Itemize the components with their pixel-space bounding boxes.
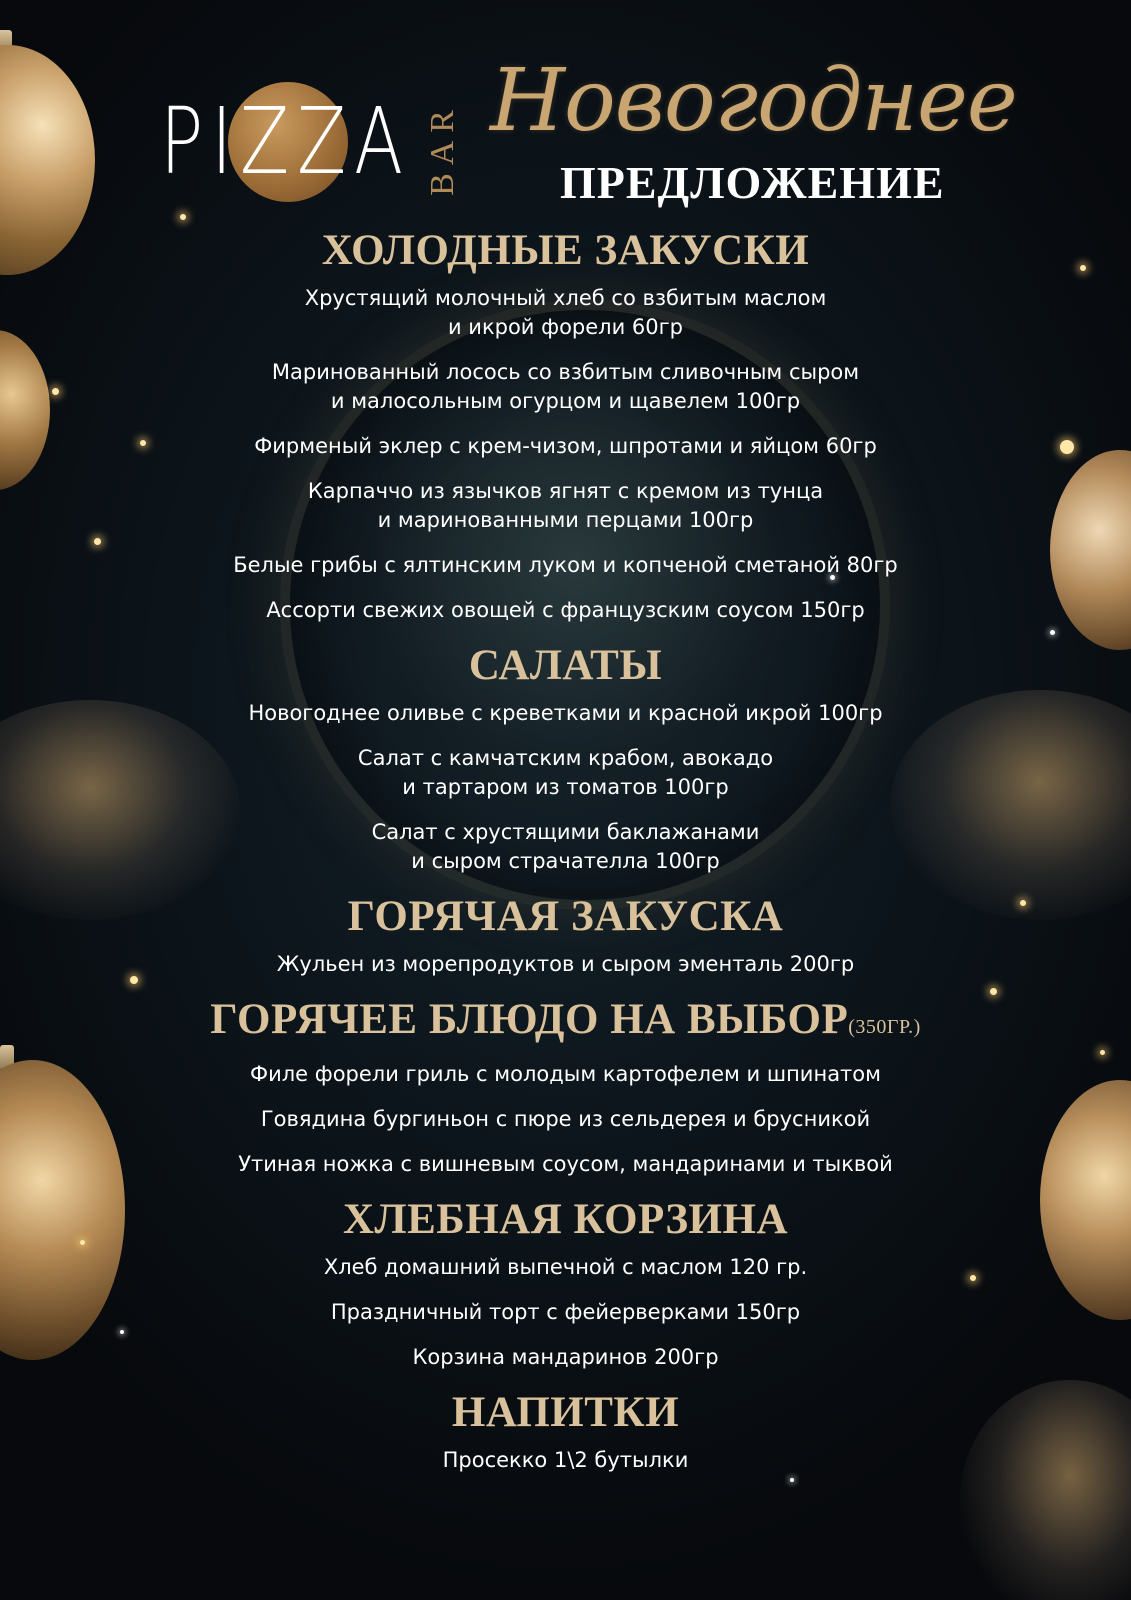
menu-item: Новогоднее оливье с креветками и красной икрой 100гр [248,701,883,725]
menu-item: Салат с хрустящими баклажанами [371,820,760,844]
menu-item: Жульен из морепродуктов и сыром эменталь 200гр [276,952,855,976]
section-title-cold-appetizers: ХОЛОДНЫЕ ЗАКУСКИ [321,227,810,274]
menu-item: Маринованный лосось со взбитым сливочным сыром [271,360,860,384]
section-title-main-course-unit: (350ГР.) [848,1016,921,1038]
menu-item: Белые грибы с ялтинским луком и копченой сметаной 80гр [233,553,898,577]
menu-item: и тартаром из томатов 100гр [402,775,729,799]
section-title-bread-basket: ХЛЕБНАЯ КОРЗИНА [343,1196,788,1243]
menu-item: Салат с камчатским крабом, авокадо [357,746,774,770]
menu-item: Праздничный торт с фейерверками 150гр [330,1300,801,1324]
menu-item: и маринованными перцами 100гр [377,508,754,532]
menu-item: и сыром страчателла 100гр [411,849,720,873]
menu-item: и малосольным огурцом и щавелем 100гр [330,389,801,413]
menu-item: Хлеб домашний выпечной с маслом 120 гр. [323,1255,808,1279]
menu-item: Ассорти свежих овощей с французским соусом 150гр [266,598,865,622]
section-title-main-course-text: ГОРЯЧЕЕ БЛЮДО НА ВЫБОР [210,996,849,1043]
menu-item: Фирменый эклер с крем-чизом, шпротами и яйцом 60гр [254,434,877,458]
section-title-hot-appetizer: ГОРЯЧАЯ ЗАКУСКА [347,893,784,940]
title-script: Новогоднее [490,51,1017,151]
menu-item: Карпаччо из язычков ягнят с кремом из тунца [307,479,824,503]
logo-text: PIZZA [160,88,411,195]
section-title-salads: САЛАТЫ [468,642,663,689]
menu-content [0,226,1131,1475]
sparkle-decoration [180,214,186,220]
menu-item: и икрой форели 60гр [447,315,684,339]
logo-bar-text: BAR [424,102,461,196]
title-subtitle: ПРЕДЛОЖЕНИЕ [560,157,945,208]
menu-item: Филе форели гриль с молодым картофелем и шпинатом [250,1062,881,1086]
section-title-main-course [0,995,1131,1052]
menu-item: Говядина бургиньон с пюре из сельдерея и брусникой [260,1107,871,1131]
menu-item: Просекко 1\2 бутылки [442,1448,689,1472]
section-title-drinks: НАПИТКИ [451,1389,680,1436]
menu-item: Корзина мандаринов 200гр [412,1345,719,1369]
sparkle-decoration [790,1478,794,1482]
menu-item: Утиная ножка с вишневым соусом, мандаринами и тыквой [238,1152,893,1176]
menu-item: Хрустящий молочный хлеб со взбитым маслом [304,286,827,310]
